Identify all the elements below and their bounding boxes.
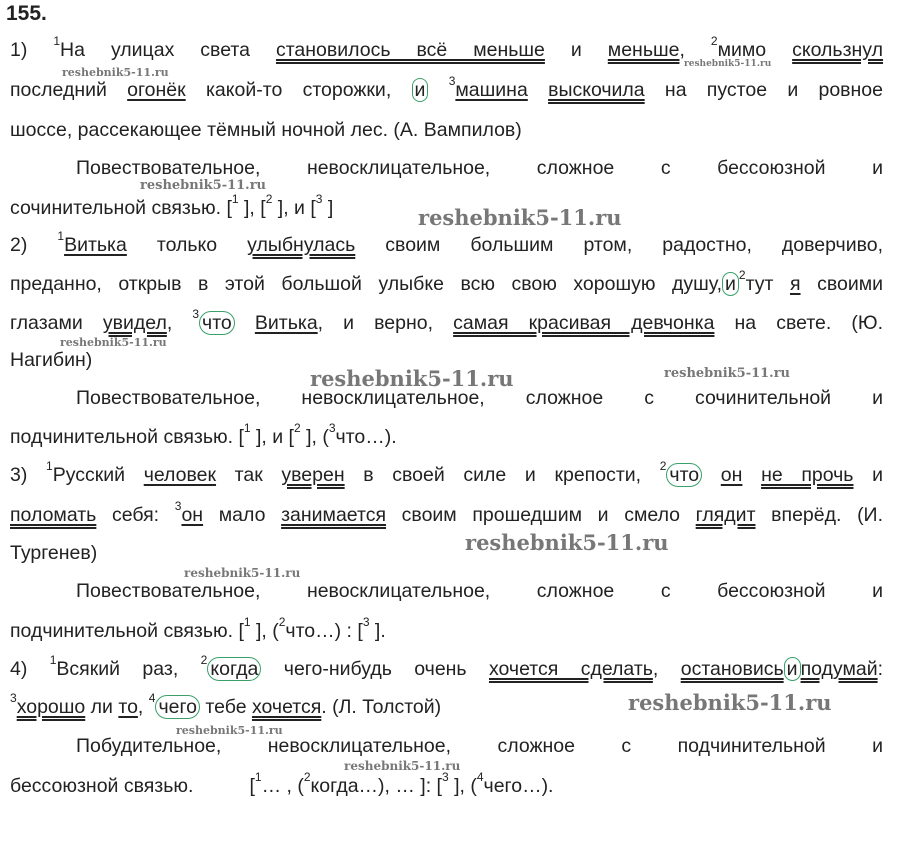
sentence-2-line-4: Нагибин) [10,349,93,371]
watermark: reshebnik5-11.ru [184,566,301,580]
conjunction-circle: чего [155,695,200,719]
answer-2-line-2: подчинительной связью. [$^1$ ], и [$^2$ ], ($^3$что…). [10,421,397,448]
exercise-number: 155. [6,2,47,25]
sentence-4-line-1: 4) $^1$Всякий раз, $^2$ когда чего-нибудь очень хочется сделать, остановись и подумай: [10,653,884,680]
sentence-3-line-2: поломать себя: $^3$он мало занимается своим прошедшим и смело глядит вперёд. (И. [10,499,883,526]
sentence-3-line-1: 3) $^1$Русский человек так уверен в своей силе и крепости, $^2$ что он не прочь и [10,459,884,486]
sentence-4-line-2: $^3$хорошо ли то, $^4$ чего тебе хочется. (Л. Толстой) [10,691,442,718]
answer-2-line-1: Повествовательное, невосклицательное, сложное с сочинительной и [76,387,883,409]
sentence-3-line-3: Тургенев) [10,542,98,564]
answer-1-line-2: сочинительной связью. [$^1$ ], [$^2$ ], и [$^3$ ] [10,192,334,219]
conjunction-circle: что [199,311,235,335]
conjunction-circle: и [784,657,801,681]
watermark: reshebnik5-11.ru [310,366,514,391]
conjunction-circle: когда [207,657,261,681]
watermark: reshebnik5-11.ru [418,205,622,230]
conjunction-circle: и [722,272,739,296]
answer-3-line-2: подчинительной связью. [$^1$ ], ($^2$что…) : [$^3$ ]. [10,615,386,642]
sentence-2-line-3: глазами увидел, $^3$ что Витька, и верно, самая красивая девчонка на свете. (Ю. [10,307,884,334]
watermark: reshebnik5-11.ru [62,66,169,79]
answer-3-line-1: Повествовательное, невосклицательное, сложное с бессоюзной и [76,580,883,602]
answer-4-line-1: Побудительное, невосклицательное, сложное с подчинительной и [76,735,883,757]
answer-1-line-1: Повествовательное, невосклицательное, сложное с бессоюзной и [76,157,883,179]
sentence-1-line-3: шоссе, рассекающее тёмный ночной лес. (А. Вампилов) [10,119,522,141]
watermark: reshebnik5-11.ru [664,366,791,381]
watermark: reshebnik5-11.ru [140,178,267,193]
watermark: reshebnik5-11.ru [684,59,772,69]
answer-4-line-2: бессоюзной связью. [$^1$… , ($^2$когда…), … ]: [$^3$ ], ($^4$чего…). [10,770,554,797]
sentence-1-line-2: последний огонёк какой-то сторожки, и $^3$машина выскочила на пустое и ровное [10,74,883,101]
watermark: reshebnik5-11.ru [628,690,832,715]
conjunction-circle: и [412,78,429,102]
watermark: reshebnik5-11.ru [60,336,167,349]
sentence-2-line-2: преданно, открыв в этой большой улыбке всю свою хорошую душу, и $^2$тут я своими [10,268,884,295]
sentence-1-line-1: 1) $^1$На улицах света становилось всё меньше и меньше, $^2$мимо скользнул [10,34,884,61]
conjunction-circle: что [666,463,702,487]
watermark: reshebnik5-11.ru [176,724,283,737]
watermark: reshebnik5-11.ru [465,530,669,555]
watermark: reshebnik5-11.ru [344,759,461,773]
sentence-2-line-1: 2) $^1$Витька только улыбнулась своим большим ртом, радостно, доверчиво, [10,229,883,256]
